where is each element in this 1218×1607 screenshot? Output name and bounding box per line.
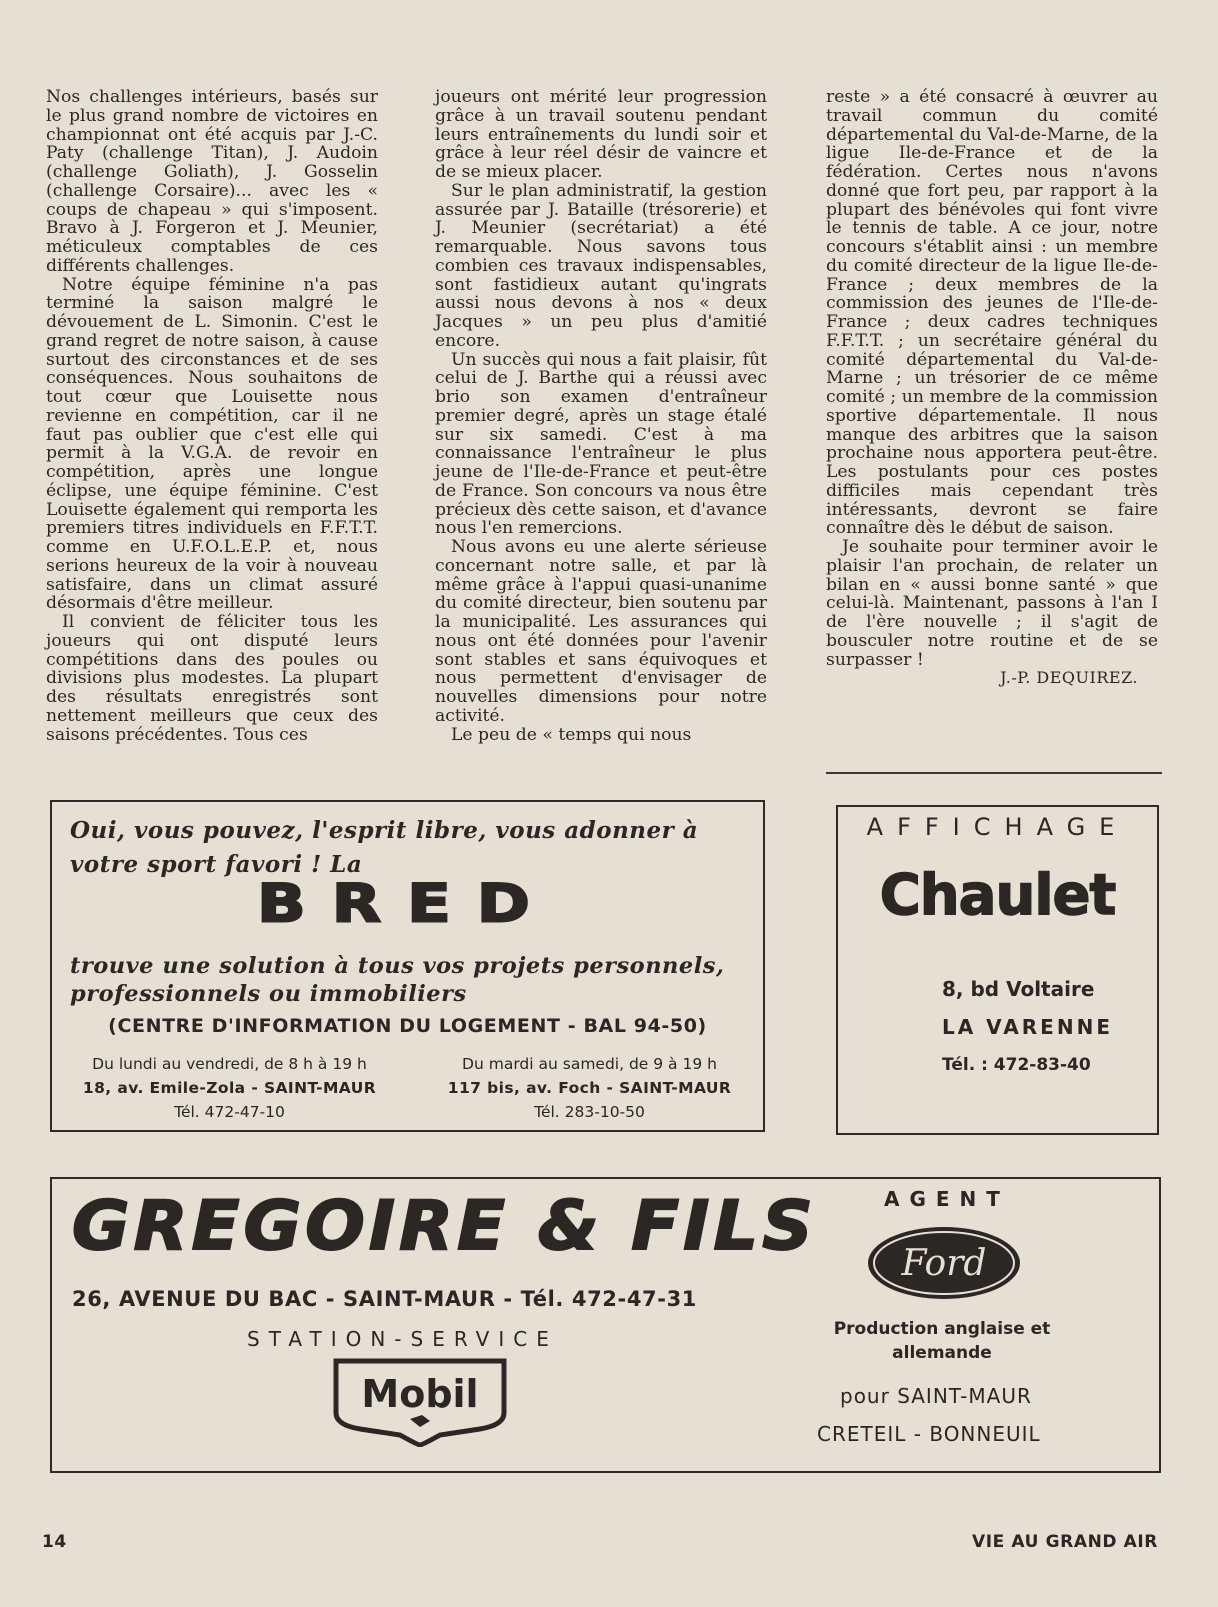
cities: CRETEIL - BONNEUIL [817,1422,1041,1446]
station-service: STATION-SERVICE [247,1327,558,1351]
tel: Tél. : 472-83-40 [942,1055,1091,1075]
paragraph: Sur le plan administratif, la gestion assurée par J. Bataille (trésorerie) et J. Meunier (secrétariat) a été remarquable. Nous savons tous combien ces travaux indispensables, sont fastidieux autant qu'ingrats aussi nous devons à nos « deux Jacques » un peu plus d'amitié encore. [435,180,767,351]
agent-label: AGENT [884,1187,1010,1211]
paragraph: Notre équipe féminine n'a pas terminé la saison malgré le dévouement de L. Simonin. C'est le grand regret de notre saison, à cause surtout des circonstances et de ses conséquences. Nous souhaitons de tout cœur que Louisette nous revienne en compétition, car il ne faut pas oublier que c'est elle qui permit à la V.G.A. de revoir en compétition, après une longue éclipse, une équipe féminine. C'est Louisette également qui remporta les premiers titres individuels en F.F.T.T. comme en U.F.O.L.E.P. et, nous serions heureux de la voir à nouveau satisfaire, dans un climat assuré désormais d'être meilleur. [46,274,378,614]
magazine-name: VIE AU GRAND AIR [972,1532,1158,1552]
tel: Tél. 472-47-10 [174,1103,285,1121]
bred-branch-left [62,1052,397,1124]
ford-logo-icon [864,1223,1024,1303]
tel: Tél. 283-10-50 [534,1103,645,1121]
article-column-1 [46,88,378,744]
address: 18, av. Emile-Zola - SAINT-MAUR [82,1079,377,1097]
page-number: 14 [42,1532,67,1552]
city: LA VARENNE [942,1015,1113,1039]
signature: J.-P. DEQUIREZ. [1000,668,1138,688]
paragraph: reste » a été consacré à œuvrer au travail commun du comité départemental du Val-de-Marne, de la ligue Ile-de-France et de la fédération. Certes nous n'avons donné que fort peu, par rapport à la plupart des bénévoles qui font vivre le tennis de table. A ce jour, notre concours s'établit ainsi : un membre du comité directeur de la ligue Ile-de-France ; deux membres de la commission des jeunes de l'Ile-de-France ; deux cadres techniques F.F.T.T. ; un secrétaire général du comité départemental du Val-de-Marne ; un trésorier de ce même comité ; un membre de la commission sportive départementale. Il nous manque des arbitres que la saison prochaine nous apportera peut-être. Les postulants pour ces postes difficiles mais cependant très intéressants, devront se faire connaître dès le début de saison. [826,87,1158,539]
ford-text: Ford [901,1243,987,1284]
mobil-text: Mobil [361,1372,479,1416]
divider [826,772,1162,774]
ad-gregoire [50,1177,1161,1473]
paragraph: Nous avons eu une alerte sérieuse concernant notre salle, et par là même grâce à l'appui quasi-unanime du comité directeur, bien soutenu par la municipalité. Les assurances qui nous ont été données pour l'avenir sont stables et sans équivoques et nous permettent d'envisager de nouvelles dimensions pour notre activité. [435,537,767,726]
paragraph: joueurs ont mérité leur progression grâce à un travail soutenu pendant leurs entraînements du lundi soir et grâce à leur réel désir de vaincre et de se mieux placer. [435,87,767,182]
pour-city: pour SAINT-MAUR [840,1384,1032,1408]
bred-solution: trouve une solution à tous vos projets personnels, professionnels ou immobiliers [70,953,725,1007]
paragraph: Un succès qui nous a fait plaisir, fût celui de J. Barthe qui a réussi avec brio son examen d'entraîneur premier degré, après un stage étalé sur six samedi. C'est à ma connaissance l'entraîneur le plus jeune de l'Ile-de-France et peut-être de France. Son concours va nous être précieux dès cette saison, et d'avance nous l'en remercions. [435,349,767,539]
bred-logo: BRED [257,874,556,935]
production: Production anglaise et allemande [833,1319,1051,1363]
article-column-2 [435,88,767,744]
paragraph: Il convient de féliciter tous les joueurs qui ont disputé leurs compétitions dans des poules ou divisions plus modestes. La plupart des résultats enregistrés sont nettement meilleurs que ceux des saisons précédentes. Tous ces [46,612,378,745]
paragraph: Je souhaite pour terminer avoir le plaisir l'an prochain, de relater un bilan en « aussi bonne santé » que celui-là. Maintenant, passons à l'an I de l'ère nouvelle ; il s'agit de bousculer notre routine et de se surpasser ! [826,537,1158,670]
hours: Du lundi au vendredi, de 8 h à 19 h [92,1055,367,1073]
gregoire-title: GREGOIRE & FILS [72,1187,817,1266]
bred-lead: Oui, vous pouvez, l'esprit libre, vous adonner à votre sport favori ! La [70,817,699,878]
street: 8, bd Voltaire [942,977,1095,1001]
paragraph: Le peu de « temps qui nous [451,724,692,745]
address: 117 bis, av. Foch - SAINT-MAUR [447,1079,732,1097]
gregoire-address: 26, AVENUE DU BAC - SAINT-MAUR - Tél. 472-47-31 [72,1287,697,1311]
chaulet-logo: Chaulet [879,863,1116,928]
bred-centre: (CENTRE D'INFORMATION DU LOGEMENT - BAL 94-50) [108,1015,707,1037]
mobil-logo-icon [330,1355,510,1447]
paragraph: Nos challenges intérieurs, basés sur le plus grand nombre de victoires en championnat ont été acquis par J.-C. Paty (challenge Titan), J. Audoin (challenge Goliath), J. Gosselin (challenge Corsaire)... avec les « coups de chapeau » qui s'imposent. Bravo à J. Forgeron et J. Meunier, méticuleux comptables de ces différents challenges. [46,87,378,276]
ad-chaulet [836,805,1159,1135]
affichage-title: AFFICHAGE [866,813,1129,841]
ad-bred [50,800,765,1132]
bred-branch-right [422,1052,757,1124]
hours: Du mardi au samedi, de 9 à 19 h [462,1055,717,1073]
article-column-3 [826,88,1158,688]
